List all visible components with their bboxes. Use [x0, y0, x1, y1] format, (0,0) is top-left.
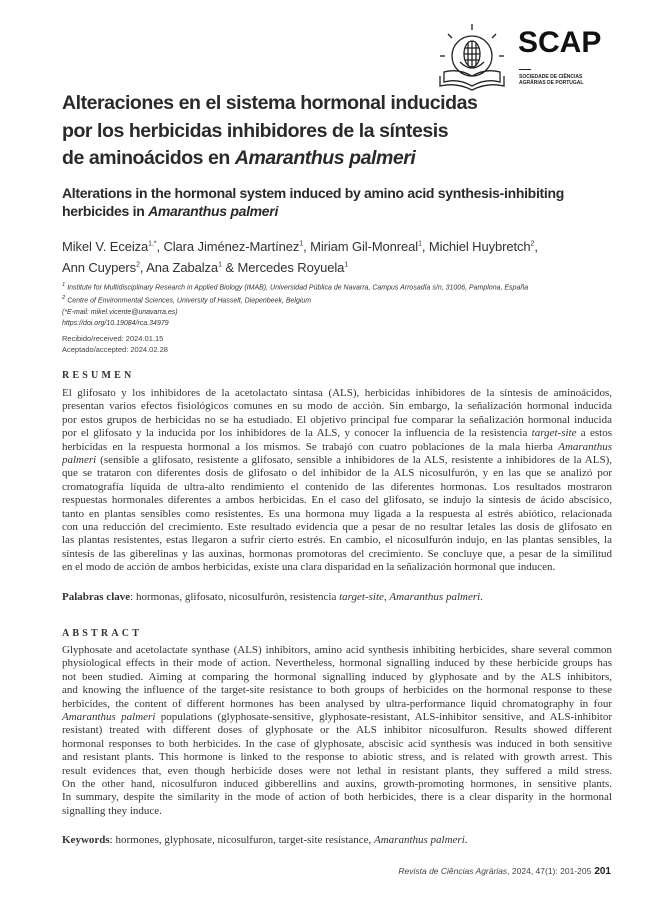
subtitle-species: Amaranthus palmeri	[148, 203, 279, 219]
text-line: On the other hand, nicosulfuron induced gibberellins and auxins, growth-promoting hormones, in sensitive plants.	[62, 777, 612, 790]
logo-subtitle-line: AGRÁRIAS DE PORTUGAL	[519, 80, 584, 86]
text-line: cromatografía líquida de ultra-alto rendimiento el contenido de las diferentes hormonas. Los resultados mostraron	[62, 480, 612, 493]
text-line: and resistant plants. This hormone is linked to the response to abiotic stress, and is related with growth arrest. This	[62, 751, 612, 764]
text-line: síntesis de las giberelinas y las auxinas, hormonas promotoras del crecimiento. Se concluye que, a pesar de la similitud	[62, 547, 612, 560]
article-title-en	[62, 184, 632, 220]
corresponding-email[interactable]: (*E-mail: mikel.vicente@unavarra.es)	[62, 308, 178, 316]
text-line: las plantas resistentes, estas llegaron a sufrir cierto estrés. En cambio, el nicosulfurón indujo, en las plantas sensibles, la	[62, 534, 612, 547]
text-line: result evidences that, even though herbicide doses were not lethal in resistant plants, they suffered a mild stress.	[62, 764, 612, 777]
text-line: con una reducción del crecimiento. Este resultado evidencia que a pesar de no resultar letales las dosis de glifosato en	[62, 520, 612, 533]
text-line: Glyphosate and acetolactate synthase (ALS) inhibitors, amino acid synthesis inhibiting herbicides, share several common	[62, 644, 612, 656]
text-line: El glifosato y los inhibidores de la acetolactato sintasa (ALS), herbicidas inhibidores de la síntesis de aminoácidos,	[62, 387, 612, 399]
text-line: herbicides, the content of different hormones has been analysed by ultra-performance liquid chromatography in four	[62, 697, 612, 710]
author: Ann Cuypers$^2$,	[62, 259, 147, 275]
text-line: Amaranthus palmeri populations (glyphosate-sensitive, glyphosate-resistant, ALS-inhibitor sensitive, and ALS-inhibitor	[62, 710, 612, 723]
keywords-label: Palabras clave	[62, 591, 131, 603]
doi-link[interactable]: https://doi.org/10.19084/rca.34979	[62, 319, 169, 327]
text-line: signalling they induce.	[62, 804, 162, 817]
subtitle-text: Alterations in the hormonal system induced by amino acid synthesis-inhibiting herbicides in	[62, 185, 564, 219]
author: Ana Zabalza$^1$ &	[146, 259, 238, 275]
affiliation-mark: 2	[62, 295, 66, 302]
keywords-label: Keywords	[62, 834, 110, 846]
author: Michiel Huybretch$^2$,	[428, 239, 538, 255]
text-line: por el glifosato y la inducida por los inhibidores de la ALS, y conocer la influencia de la resistencia target-site a estos	[62, 427, 613, 440]
keywords-text: : hormones, glyphosate, nicosulfuron, target-site resistance, Amaranthus palmeri.	[109, 834, 468, 846]
author: Miriam Gil-Monreal$^1$,	[310, 239, 429, 255]
abstract-heading: ABSTRACT	[62, 628, 143, 639]
logo-subtitle	[519, 74, 619, 86]
affiliation-text: Centre of Environmental Sciences, University of Hasselt, Diepenbeek, Belgium	[65, 297, 312, 305]
text-line: palmeri (sensible a glifosato, resistente a glifosato, sensible a inhibidores de la ALS, resistente a inhibidores de la ALS),	[62, 453, 612, 466]
title-text: de aminoácidos en	[62, 147, 235, 169]
page-number: 201	[594, 866, 611, 877]
citation: , 2024, 47(1): 201-205	[507, 866, 592, 876]
author: Mercedes Royuela$^1$	[237, 259, 349, 275]
text-line: not been studied. Aiming at comparing the hormonal signalling induced by glyphosate and by the ALS inhibitors,	[62, 670, 612, 683]
title-line	[62, 145, 622, 173]
logo-divider	[519, 69, 531, 70]
author: Mikel V. Eceiza$^{1,*}$,	[62, 239, 164, 255]
text-line: tanto en plantas sensibles como resistentes. Es una hormona muy ligada a la respuesta al estrés abiótico, relacionada	[62, 507, 612, 520]
keywords-text: : hormonas, glifosato, nicosulfurón, resistencia target-site, Amaranthus palmeri.	[130, 591, 483, 603]
logo-subtitle-line: SOCIEDADE DE CIÊNCIAS	[519, 74, 583, 80]
accepted-date: Aceptado/accepted: 2024.02.28	[62, 345, 168, 354]
text-line: que se trataron con diferentes dosis de glifosato o del inhibidor de la ALS nicosulfurón, y en las que se analizó por	[62, 467, 612, 480]
logo-wordmark: SCAP	[518, 26, 602, 59]
text-line: presentan varios efectos fisiológicos comunes en su modo de acción. Sin embargo, la señalización hormonal inducida	[62, 400, 612, 413]
received-date: Recibido/received: 2024.01.15	[62, 334, 164, 343]
journal-name: Revista de Ciências Agrárias	[398, 866, 508, 876]
resumen-body	[62, 387, 612, 574]
text-line: In summary, despite the similarity in the mode of action of both herbicides, there is a clear disparity in the hormonal	[62, 791, 612, 804]
abstract-keywords	[62, 834, 612, 846]
affiliation	[62, 293, 622, 306]
text-line: en el modo de acción de ambos herbicidas, existe una clara disparidad en la señalización hormonal que inducen.	[62, 561, 556, 574]
text-line: hormonal responses to both herbicides. In the case of glyphosate, abscisic acid synthesis was induced in both sensitive	[62, 737, 612, 750]
page-footer	[398, 866, 611, 877]
text-line: por estos grupos de herbicidas no se ha estudiado. El objetivo principal fue comparar la señalización hormonal inducida	[62, 413, 612, 426]
affiliations	[62, 280, 622, 329]
article-title-es	[62, 90, 622, 173]
affiliation-text: Institute for Multidisciplinary Research in Applied Biology (IMAB), Universidad Pública de Navarra, Campus Arrosadía s/n, 31006, Pamplona, España	[65, 284, 529, 292]
text-line: and knowing the influence of the target-site resistance to both groups of herbicides on the hormonal response to these	[62, 684, 612, 697]
title-species: Amaranthus palmeri	[234, 147, 416, 169]
scap-logo	[430, 22, 620, 94]
resumen-keywords	[62, 591, 612, 603]
text-line: respuestas hormonales diferentes a ambos herbicidas. En el caso del glifosato, se indujo la síntesis de ácido abscísico,	[62, 494, 612, 507]
title-line: Alteraciones en el sistema hormonal inducidas	[62, 92, 478, 114]
abstract-body	[62, 644, 612, 818]
author: Clara Jiménez-Martínez$^1$,	[163, 239, 311, 255]
affiliation	[62, 280, 622, 293]
text-line: herbicidas en la respuesta hormonal a los mismos. Se trabajó con cuatro poblaciones de la mala hierba Amaranthus	[62, 440, 612, 453]
affiliation-mark: 1	[62, 282, 66, 288]
text-line: physiological effects in their mode of action. Nevertheless, hormonal signalling induced by these herbicide groups has	[62, 657, 612, 670]
title-line: por los herbicidas inhibidores de la síntesis	[62, 119, 449, 142]
resumen-heading: RESUMEN	[62, 370, 135, 381]
author-list	[62, 236, 622, 277]
text-line: resistant) treated with different doses of glyphosate or the ALS inhibitor nicosulfuron. Results showed different	[62, 724, 612, 737]
scap-emblem-icon	[430, 22, 514, 94]
dates	[62, 333, 168, 355]
